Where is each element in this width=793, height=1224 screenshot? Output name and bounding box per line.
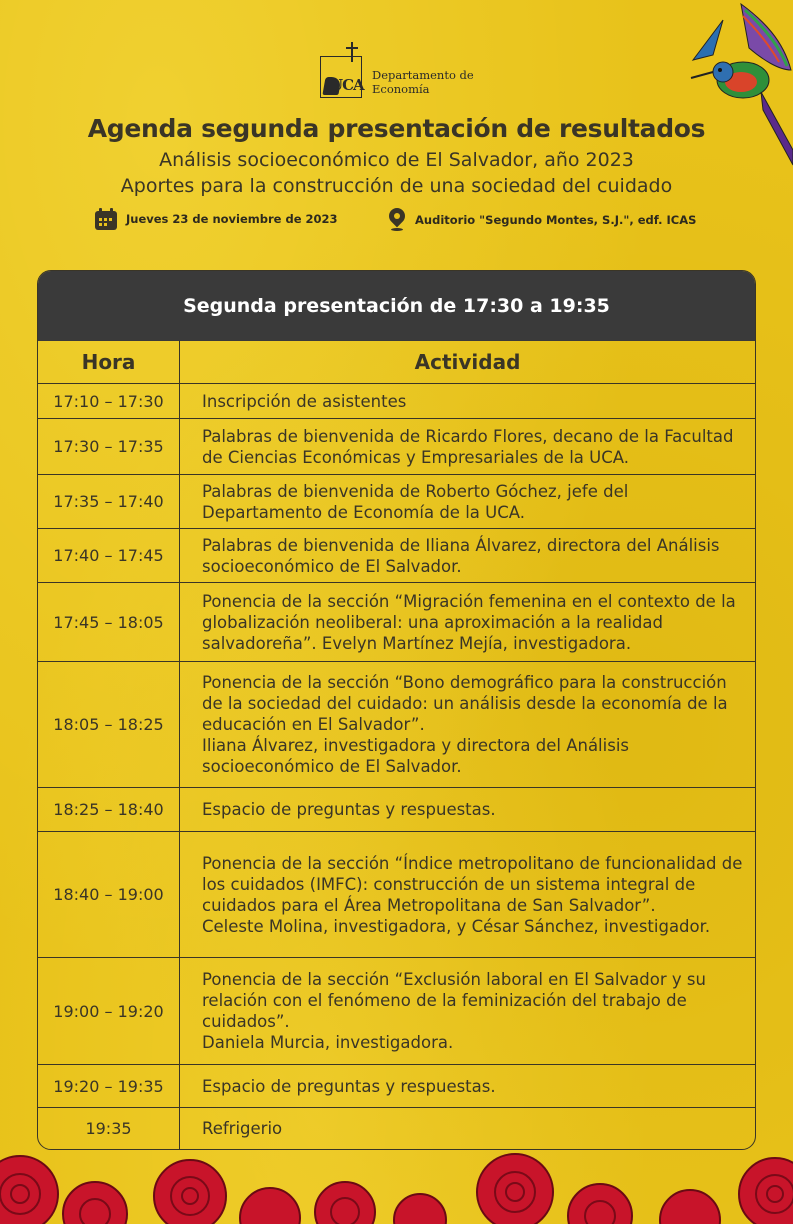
table-row bbox=[38, 1064, 755, 1107]
subtitle-2: Aportes para la construcción de una sociedad del cuidado bbox=[120, 175, 673, 197]
page-title: Agenda segunda presentación de resultados bbox=[87, 114, 706, 143]
table-row bbox=[38, 957, 755, 1064]
row-time: 18:25 – 18:40 bbox=[38, 788, 180, 831]
uca-logo bbox=[320, 42, 490, 102]
cross-bar bbox=[346, 47, 358, 49]
logo-mark: UCA bbox=[330, 76, 364, 94]
row-activity: Espacio de preguntas y respuestas. bbox=[202, 800, 496, 819]
event-place bbox=[388, 208, 696, 232]
row-time: 17:45 – 18:05 bbox=[38, 583, 180, 661]
table-row bbox=[38, 831, 755, 957]
table-row bbox=[38, 787, 755, 831]
row-time: 19:00 – 19:20 bbox=[38, 958, 180, 1064]
roses-illustration bbox=[0, 1134, 793, 1224]
event-date-text: Jueves 23 de noviembre de 2023 bbox=[126, 212, 338, 226]
row-time: 18:40 – 19:00 bbox=[38, 832, 180, 957]
table-row bbox=[38, 582, 755, 661]
table-row bbox=[38, 418, 755, 474]
row-activity: Espacio de preguntas y respuestas. bbox=[202, 1076, 496, 1096]
row-time: 19:35 bbox=[38, 1108, 180, 1149]
event-date bbox=[95, 208, 338, 230]
row-time: 17:10 – 17:30 bbox=[38, 384, 180, 418]
row-time: 17:35 – 17:40 bbox=[38, 475, 180, 528]
table-heading: Segunda presentación de 17:30 a 19:35 bbox=[38, 271, 755, 341]
hummingbird-illustration bbox=[683, 0, 793, 170]
column-header-time: Hora bbox=[38, 341, 180, 383]
location-pin-icon bbox=[388, 208, 406, 232]
row-activity: Palabras de bienvenida de Ricardo Flores, decano de la Facultad de Ciencias Económicas y Empresariales de la UCA. bbox=[202, 426, 734, 467]
row-time: 18:05 – 18:25 bbox=[38, 662, 180, 787]
table-header-row bbox=[38, 341, 755, 383]
table-row bbox=[38, 474, 755, 528]
agenda-table bbox=[37, 270, 756, 1150]
table-row bbox=[38, 528, 755, 582]
table-row bbox=[38, 383, 755, 418]
row-activity: Refrigerio bbox=[202, 1119, 283, 1138]
row-activity: Palabras de bienvenida de Iliana Álvarez, directora del Análisis socioeconómico de El Salvador. bbox=[202, 535, 720, 576]
logo-line-1: Departamento de bbox=[372, 68, 474, 82]
row-time: 17:30 – 17:35 bbox=[38, 419, 180, 474]
event-place-text: Auditorio "Segundo Montes, S.J.", edf. ICAS bbox=[415, 213, 697, 227]
row-activity: Ponencia de la sección “Índice metropolitano de funcionalidad de los cuidados (IMFC): construcción de un sistema integral de cuidados para el Área Metropolitana de San Salvador”. Celeste Molina, investigadora, y César Sánchez, investigador. bbox=[202, 853, 743, 936]
row-activity: Ponencia de la sección “Exclusión laboral en El Salvador y su relación con el fenómeno de la feminización del trabajo de cuidados”. Daniela Murcia, investigadora. bbox=[202, 970, 706, 1052]
row-activity: Ponencia de la sección “Migración femenina en el contexto de la globalización neoliberal: una aproximación a la realidad salvadoreña”. Evelyn Martínez Mejía, investigadora. bbox=[202, 591, 736, 653]
row-time: 19:20 – 19:35 bbox=[38, 1065, 180, 1107]
row-activity: Palabras de bienvenida de Roberto Góchez, jefe del Departamento de Economía de la UCA. bbox=[202, 481, 629, 522]
subtitle-1: Análisis socioeconómico de El Salvador, año 2023 bbox=[159, 149, 634, 171]
row-activity: Ponencia de la sección “Bono demográfico para la construcción de la sociedad del cuidado: un análisis desde la economía de la educación en El Salvador”. Iliana Álvarez, investigadora y directora del Análisis socioeconómico de El Salvador. bbox=[202, 673, 728, 776]
row-time: 17:40 – 17:45 bbox=[38, 529, 180, 582]
column-header-activity: Actividad bbox=[414, 349, 521, 374]
calendar-icon bbox=[95, 208, 117, 230]
logo-line-2: Economía bbox=[372, 82, 430, 96]
table-row bbox=[38, 661, 755, 787]
row-activity: Inscripción de asistentes bbox=[202, 391, 407, 411]
logo-text bbox=[372, 68, 474, 96]
